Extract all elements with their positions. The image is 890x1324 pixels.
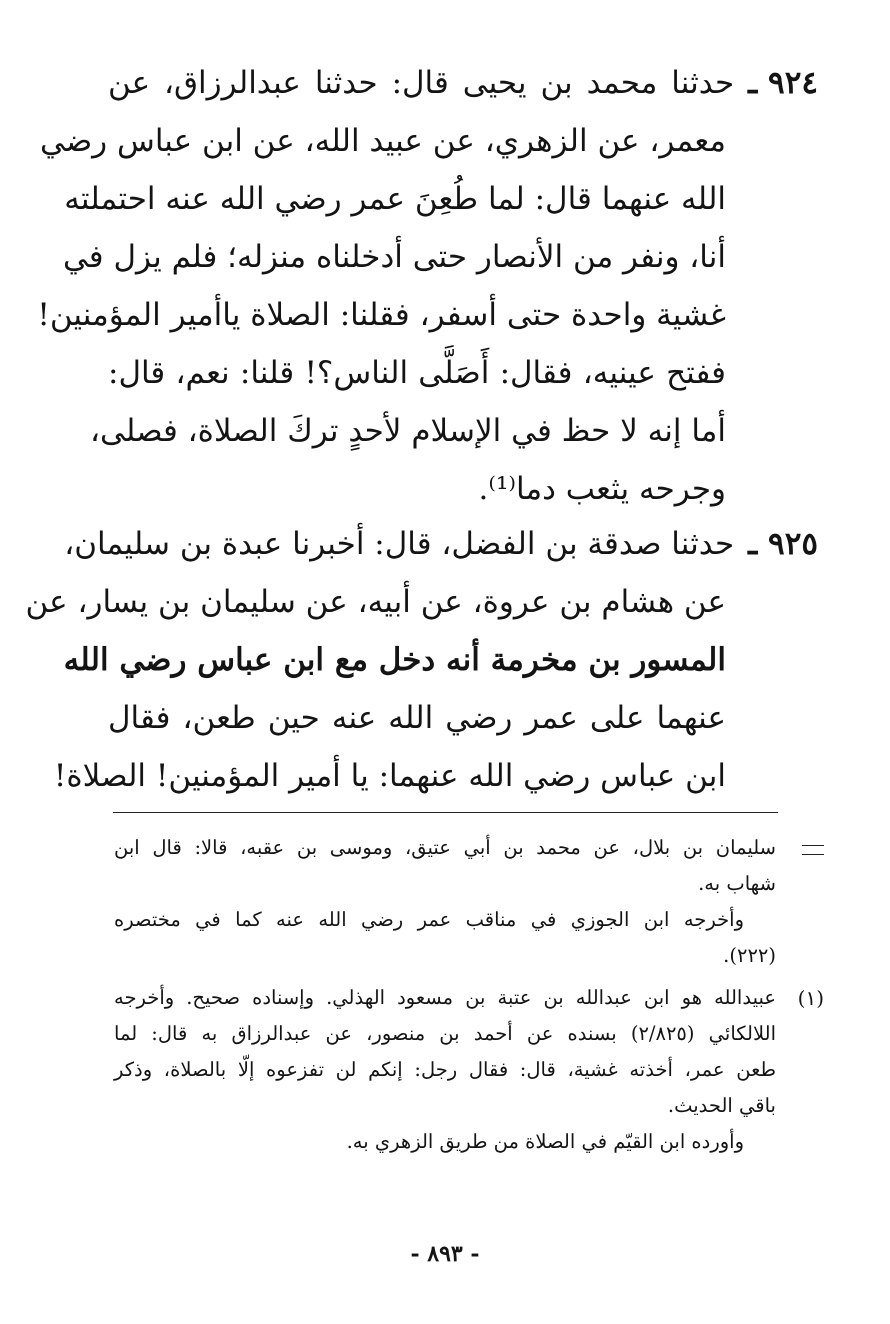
footnote-text-line: اللالكائي (٢/٨٢٥) بسنده عن أحمد بن منصور، عن عبدالرزاق به قال: لما bbox=[114, 1022, 776, 1045]
footnote-text-line: عبيدالله هو ابن عبدالله بن عتبة بن مسعود الهذلي. وإسناده صحيح. وأخرجه bbox=[114, 986, 776, 1009]
hadith-924-number: ٩٢٤ ـ bbox=[748, 65, 818, 101]
footnotes bbox=[114, 830, 824, 1160]
hadith-text-line: وجرحه يثعب دما⁽¹⁾. bbox=[478, 471, 726, 507]
footnote-text-line: شهاب به. bbox=[698, 872, 776, 895]
footnote-text-line: (٢٢٢). bbox=[723, 944, 776, 967]
hadith-924-first-line bbox=[108, 54, 818, 112]
hadith-text-line: حدثنا صدقة بن الفضل، قال: أخبرنا عبدة بن سليمان، bbox=[64, 526, 735, 562]
hadith-text-line: أنا، ونفر من الأنصار حتى أدخلناه منزله؛ فلم يزل في bbox=[62, 239, 726, 275]
footnote-continuation-line bbox=[114, 830, 824, 866]
hadith-text-line: حدثنا محمد بن يحيى قال: حدثنا عبدالرزاق، عن bbox=[108, 65, 735, 101]
hadith-text-line: غشية واحدة حتى أسفر، فقلنا: الصلاة ياأمير المؤمنين! bbox=[37, 297, 726, 333]
hadith-925-number: ٩٢٥ ـ bbox=[748, 526, 818, 562]
footnote-text-line: وأورده ابن القيّم في الصلاة من طريق الزهري به. bbox=[346, 1130, 744, 1153]
footnote-text-line: طعن عمر، أخذته غشية، قال: فقال رجل: إنكم لن تفزعوه إلّا بالصلاة، وذكر bbox=[114, 1058, 776, 1081]
hadith-925-first-line bbox=[64, 515, 818, 573]
hadith-925 bbox=[25, 515, 818, 805]
page-number: - ٨٩٣ - bbox=[410, 1241, 480, 1267]
footnote-separator bbox=[113, 812, 778, 813]
continuation-mark-icon bbox=[776, 830, 824, 866]
hadith-text-line: الله عنهما قال: لما طُعِنَ عمر رضي الله عنه احتملته bbox=[64, 181, 726, 217]
hadith-text-line: عنهما على عمر رضي الله عنه حين طعن، فقال bbox=[108, 700, 726, 736]
hadith-text-line: عن هشام بن عروة، عن أبيه، عن سليمان بن يسار، عن bbox=[25, 584, 726, 620]
footnote-text-line: وأخرجه ابن الجوزي في مناقب عمر رضي الله عنه كما في مختصره bbox=[114, 908, 744, 931]
footnote-1-first-line bbox=[114, 980, 824, 1016]
hadith-text-line: ففتح عينيه، فقال: أَصَلَّى الناس؟! قلنا: نعم، قال: bbox=[108, 355, 726, 391]
hadith-924 bbox=[37, 54, 818, 518]
footnote-text-line: باقي الحديث. bbox=[667, 1094, 776, 1117]
footnote-text-line: سليمان بن بلال، عن محمد بن أبي عتيق، وموسى بن عقبه، قالا: قال ابن bbox=[114, 836, 776, 859]
hadith-text-line: ابن عباس رضي الله عنهما: يا أمير المؤمنين! الصلاة! bbox=[53, 758, 726, 794]
hadith-text-line: أما إنه لا حظ في الإسلام لأحدٍ تركَ الصلاة، فصلى، bbox=[90, 413, 726, 449]
hadith-text-line: معمر، عن الزهري، عن عبيد الله، عن ابن عباس رضي bbox=[40, 123, 726, 159]
hadith-text-line: المسور بن مخرمة أنه دخل مع ابن عباس رضي الله bbox=[63, 642, 726, 678]
footnote-1-marker: (١) bbox=[797, 986, 824, 1010]
